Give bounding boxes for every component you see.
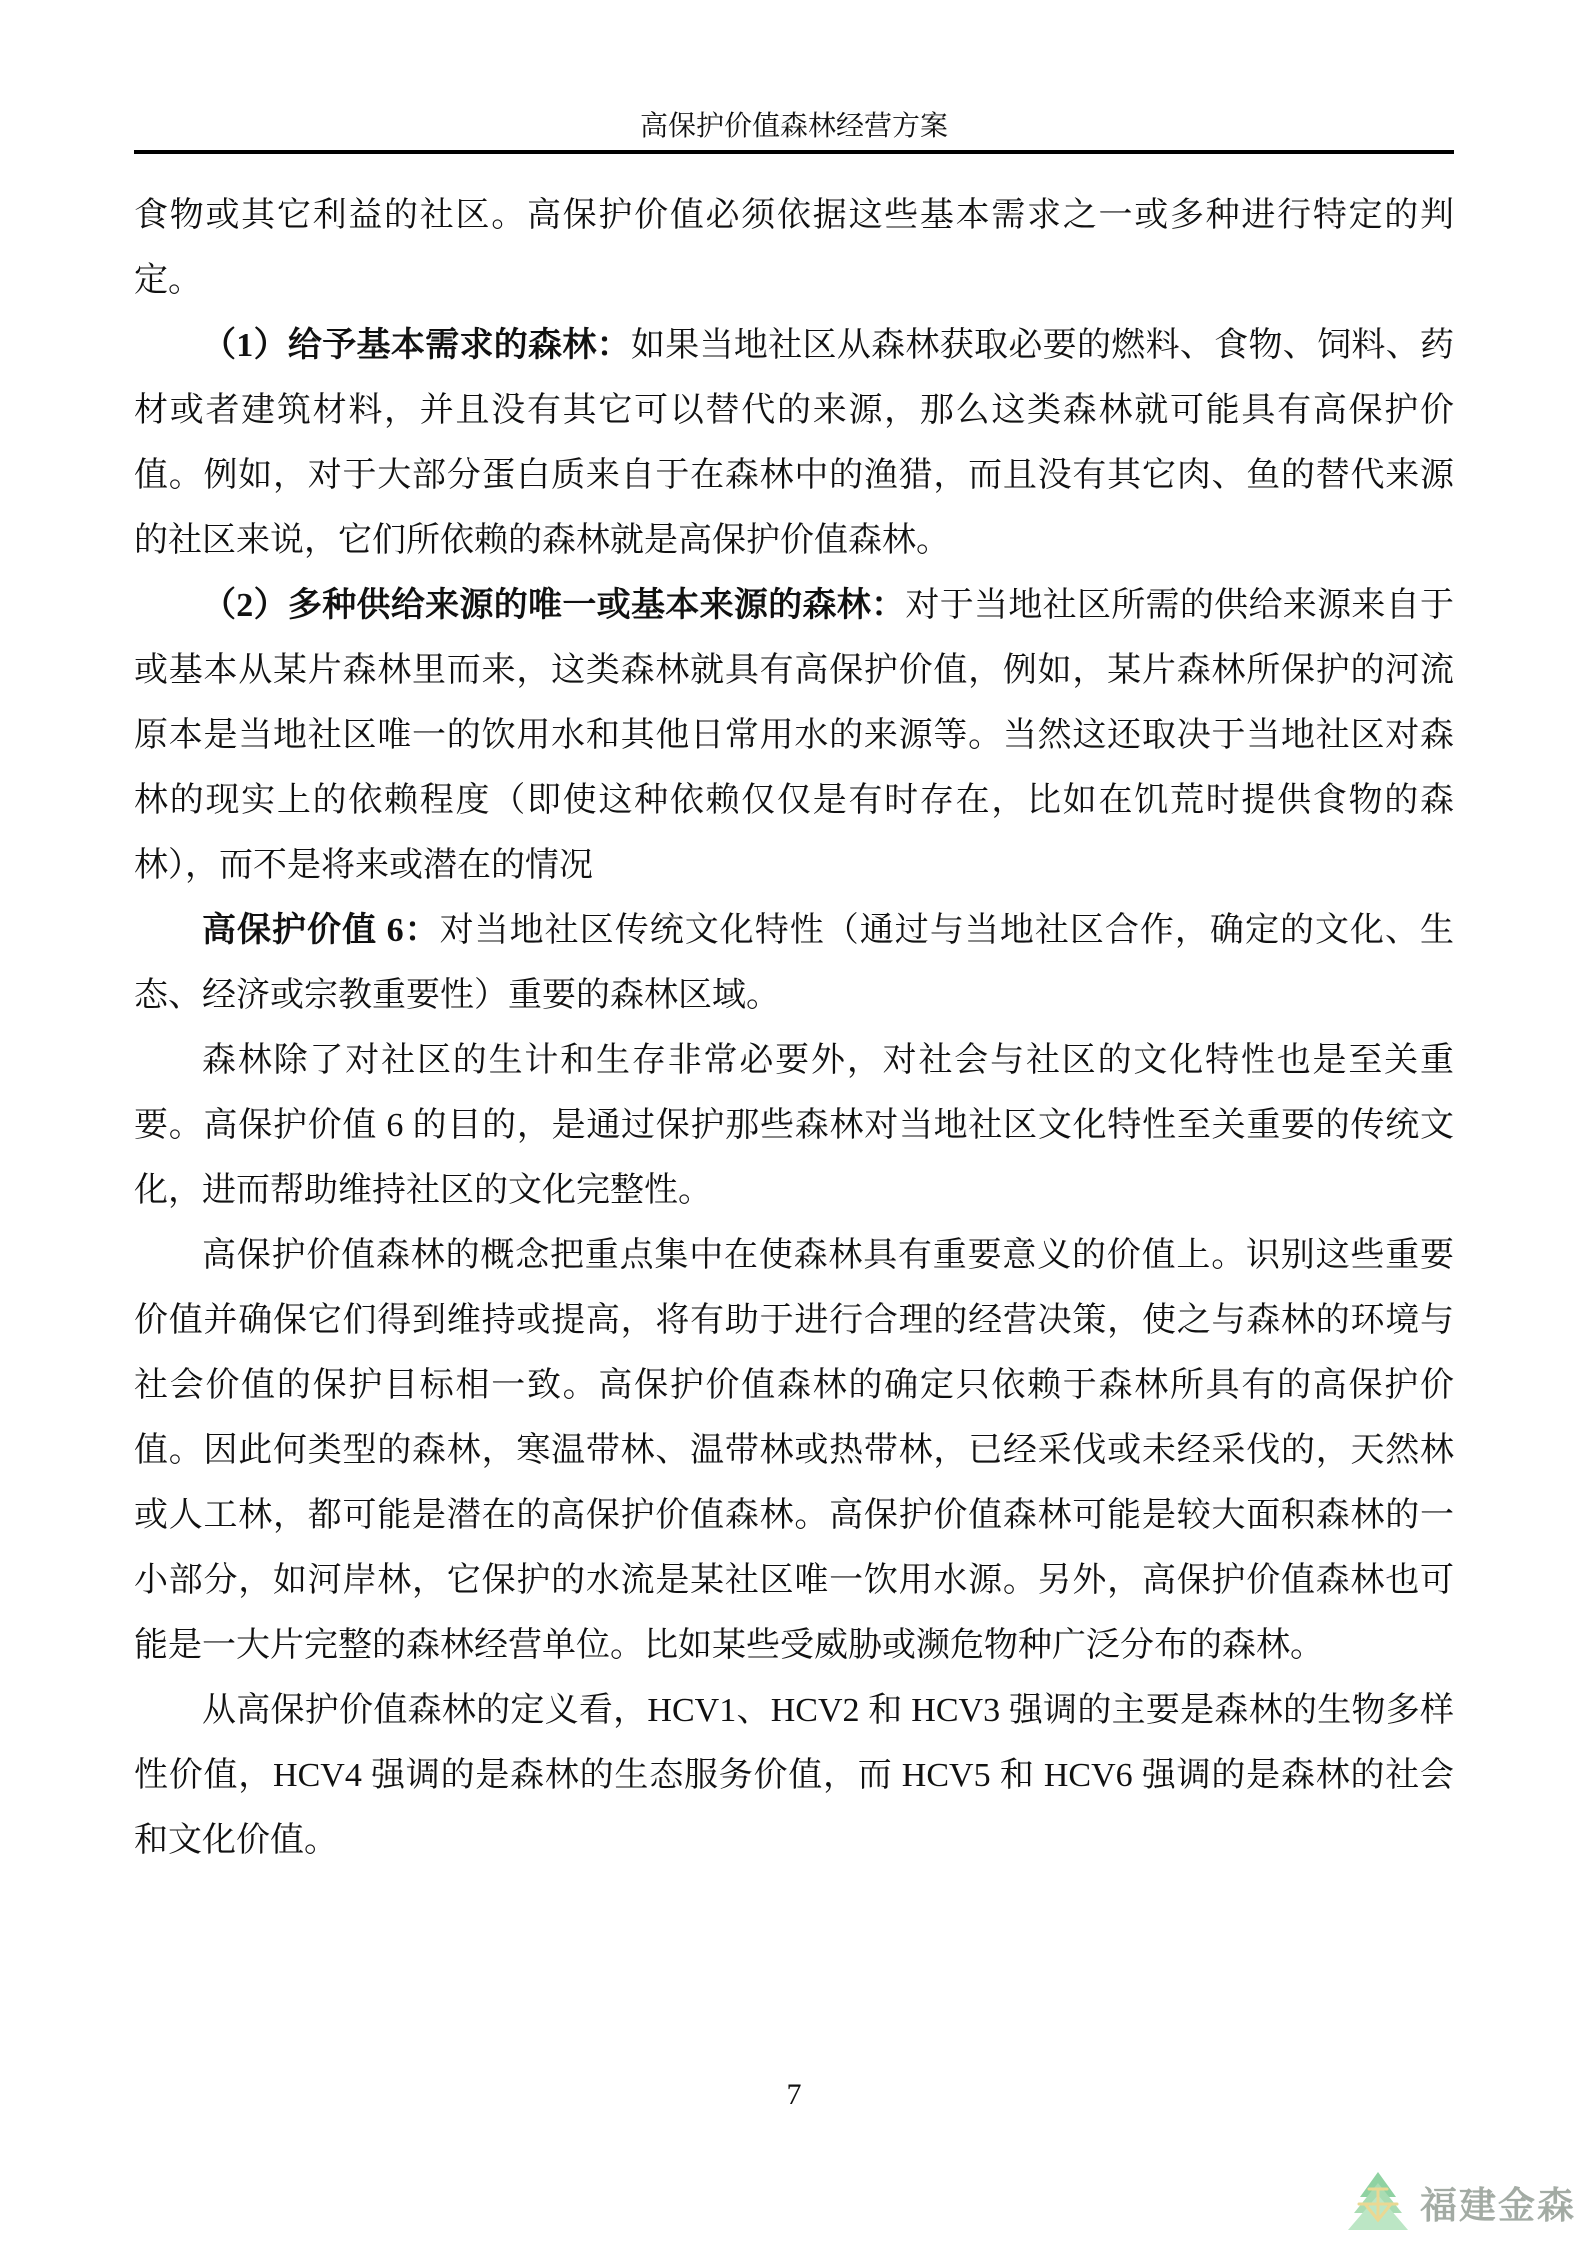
page-number: 7: [786, 2078, 802, 2111]
paragraph-text: 食物或其它利益的社区。高保护价值必须依据这些基本需求之一或多种进行特定的判定。: [134, 197, 1454, 299]
document-body: [134, 183, 1454, 1873]
paragraph-lead: （1）给予基本需求的森林：: [202, 327, 631, 364]
paragraph-text: 森林除了对社区的生计和生存非常必要外，对社会与社区的文化特性也是至关重要。高保护价值 6 的目的，是通过保护那些森林对当地社区文化特性至关重要的传统文化，进而帮助维持社区的文化完整性。: [134, 1042, 1454, 1209]
pine-tree-icon: [1346, 2170, 1410, 2234]
paragraph: [134, 573, 1454, 898]
paragraph-lead: 高保护价值 6：: [202, 912, 440, 949]
paragraph-text: 对于当地社区所需的供给来源来自于或基本从某片森林里而来，这类森林就具有高保护价值，例如，某片森林所保护的河流原本是当地社区唯一的饮用水和其他日常用水的来源等。当然这还取决于当地社区对森林的现实上的依赖程度（即使这种依赖仅仅是有时存在，比如在饥荒时提供食物的森林），而不是将来或潜在的情况: [134, 587, 1455, 884]
paragraph: [134, 1028, 1454, 1223]
paragraph: [134, 1223, 1454, 1678]
paragraph: [134, 898, 1454, 1028]
company-logo-text: 福建金森: [1420, 2185, 1576, 2226]
paragraph: [134, 183, 1454, 313]
paragraph-text: 对当地社区传统文化特性（通过与当地社区合作，确定的文化、生态、经济或宗教重要性）重要的森林区域。: [134, 912, 1455, 1014]
company-logo: [1346, 2170, 1576, 2234]
paragraph: [134, 313, 1454, 573]
paragraph-lead: （2）多种供给来源的唯一或基本来源的森林：: [202, 587, 906, 624]
page-header-title: 高保护价值森林经营方案: [639, 111, 948, 142]
header-divider-rule: [134, 150, 1454, 154]
paragraph: [134, 1678, 1454, 1873]
paragraph-text: 如果当地社区从森林获取必要的燃料、食物、饲料、药材或者建筑材料，并且没有其它可以替代的来源，那么这类森林就可能具有高保护价值。例如，对于大部分蛋白质来自于在森林中的渔猎，而且没有其它肉、鱼的替代来源的社区来说，它们所依赖的森林就是高保护价值森林。: [134, 327, 1455, 559]
paragraph-text: 高保护价值森林的概念把重点集中在使森林具有重要意义的价值上。识别这些重要价值并确保它们得到维持或提高，将有助于进行合理的经营决策，使之与森林的环境与社会价值的保护目标相一致。高保护价值森林的确定只依赖于森林所具有的高保护价值。因此何类型的森林，寒温带林、温带林或热带林，已经采伐或未经采伐的，天然林或人工林，都可能是潜在的高保护价值森林。高保护价值森林可能是较大面积森林的一小部分，如河岸林，它保护的水流是某社区唯一饮用水源。另外，高保护价值森林也可能是一大片完整的森林经营单位。比如某些受威胁或濒危物种广泛分布的森林。: [134, 1237, 1454, 1664]
paragraph-text: 从高保护价值森林的定义看，HCV1、HCV2 和 HCV3 强调的主要是森林的生物多样性价值，HCV4 强调的是森林的生态服务价值，而 HCV5 和 HCV6 强调的是森林的社会和文化价值。: [134, 1692, 1454, 1859]
